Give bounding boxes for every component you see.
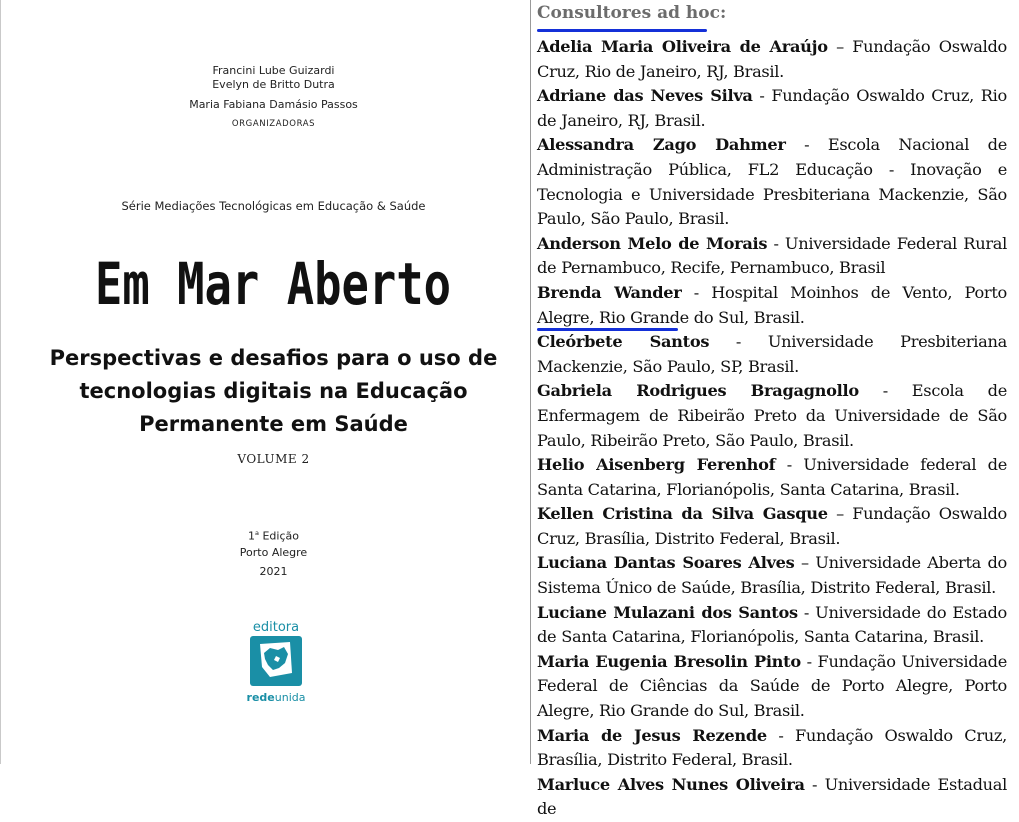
consultant-affiliation: - Fundação Oswaldo Cruz, Brasília, Distrito Federal, Brasil. bbox=[537, 725, 1007, 770]
consultant-affiliation: – Fundação Oswaldo Cruz, Rio de Janeiro, RJ, Brasil. bbox=[537, 37, 1008, 81]
consultant-entry bbox=[537, 379, 1007, 453]
entry-annotation-underline bbox=[537, 328, 678, 331]
consultant-affiliation: – Universidade Aberta do Sistema Único de Saúde, Brasília, Distrito Federal, Brasil. bbox=[537, 553, 1007, 598]
consultant-affiliation: - Escola Nacional de Administração Pública, FL2 Educação - Inovação e Tecnologia e Universidade Presbiteriana Mackenzie, São Paulo, São Paulo, Brasil. bbox=[537, 135, 1007, 229]
consultant-name: Maria de Jesus Rezende bbox=[537, 725, 767, 745]
heading-annotation-underline bbox=[537, 29, 707, 32]
consultant-name: Alessandra Zago Dahmer bbox=[537, 135, 786, 155]
consultant-name: Luciane Mulazani dos Santos bbox=[537, 602, 798, 622]
svg-text:editora: editora bbox=[252, 620, 300, 635]
publication-city: Porto Alegre bbox=[239, 546, 308, 559]
volume-label: VOLUME 2 bbox=[237, 452, 310, 466]
consultant-affiliation: - Universidade Estadual de bbox=[537, 774, 1007, 819]
edition-word: Edição bbox=[262, 529, 299, 543]
consultants-heading: Consultores ad hoc: bbox=[537, 3, 727, 23]
organizer-name: Evelyn de Britto Dutra bbox=[212, 78, 335, 91]
consultant-name: Helio Aisenberg Ferenhof bbox=[537, 455, 776, 475]
consultant-entry bbox=[537, 502, 1007, 551]
consultant-entry bbox=[537, 35, 1007, 84]
consultant-name: Marluce Alves Nunes Oliveira bbox=[537, 774, 805, 794]
main-title-text: Em Mar Aberto bbox=[95, 250, 451, 318]
consultant-name: Luciana Dantas Soares Alves bbox=[537, 553, 795, 573]
subtitle: Perspectivas e desafios para o uso de tecnologias digitais na Educação Permanente em Saúde bbox=[49, 346, 498, 436]
consultant-name: Brenda Wander bbox=[537, 282, 682, 302]
consultant-list bbox=[537, 35, 1007, 822]
consultant-entry bbox=[537, 84, 1007, 133]
consultant-affiliation: - Universidade federal de Santa Catarina, Florianópolis, Santa Catarina, Brasil. bbox=[537, 455, 1007, 499]
organizers-label: ORGANIZADORAS bbox=[231, 119, 316, 129]
page-divider bbox=[530, 0, 531, 764]
consultant-affiliation: - Universidade Federal Rural de Pernambuco, Recife, Pernambuco, Brasil bbox=[537, 233, 1007, 278]
publication-year: 2021 bbox=[259, 565, 288, 578]
consultant-entry bbox=[537, 724, 1007, 773]
consultant-entry bbox=[537, 551, 1007, 600]
consultant-entry bbox=[537, 650, 1007, 724]
consultant-entry bbox=[537, 330, 1007, 379]
organizer-name: Francini Lube Guizardi bbox=[212, 64, 335, 77]
consultant-affiliation: - Escola de Enfermagem de Ribeirão Preto da Universidade de São Paulo, Ribeirão Preto, São Paulo, Brasil. bbox=[537, 381, 1007, 450]
main-title bbox=[0, 226, 547, 326]
consultant-name: Gabriela Rodrigues Bragagnollo bbox=[537, 381, 859, 401]
consultant-name: Kellen Cristina da Silva Gasque bbox=[537, 504, 828, 524]
series-label: Série Mediações Tecnológicas em Educação & Saúde bbox=[121, 199, 426, 213]
consultant-entry bbox=[537, 281, 1007, 330]
organizer-name: Maria Fabiana Damásio Passos bbox=[189, 98, 358, 111]
consultant-name: Adelia Maria Oliveira de Araújo bbox=[537, 37, 828, 56]
consultant-name: Adriane das Neves Silva bbox=[537, 86, 753, 106]
page-edge bbox=[0, 0, 1, 764]
publisher-logo bbox=[246, 617, 306, 705]
consultant-name: Anderson Melo de Morais bbox=[537, 233, 768, 253]
consultant-affiliation: - Fundação Oswaldo Cruz, Rio de Janeiro, RJ, Brasil. bbox=[537, 86, 1007, 130]
consultant-entry bbox=[537, 232, 1007, 281]
consultant-entry bbox=[537, 773, 1007, 822]
consultant-affiliation: – Fundação Oswaldo Cruz, Brasília, Distrito Federal, Brasil. bbox=[537, 504, 1007, 548]
consultant-affiliation: - Fundação Universidade Federal de Ciências da Saúde de Porto Alegre, Porto Alegre, Rio Grande do Sul, Brasil. bbox=[537, 651, 1007, 721]
publisher-logo-graphic bbox=[246, 617, 306, 705]
consultant-name: Cleórbete Santos bbox=[537, 332, 710, 352]
consultant-affiliation: - Universidade do Estado de Santa Catarina, Florianópolis, Santa Catarina, Brasil. bbox=[537, 602, 1007, 647]
consultant-affiliation: - Universidade Presbiteriana Mackenzie, São Paulo, SP, Brasil. bbox=[537, 332, 1007, 376]
consultant-affiliation: - Hospital Moinhos de Vento, Porto Alegre, Rio Grande do Sul, Brasil. bbox=[537, 282, 1007, 327]
edition-suffix: a bbox=[255, 529, 259, 537]
svg-text:redeunida: redeunida bbox=[246, 691, 306, 704]
left-page bbox=[0, 0, 530, 764]
consultant-entry bbox=[537, 453, 1007, 502]
consultant-entry bbox=[537, 601, 1007, 650]
consultant-name: Maria Eugenia Bresolin Pinto bbox=[537, 651, 801, 671]
edition-number: 1 bbox=[248, 529, 255, 543]
consultant-entry bbox=[537, 133, 1007, 231]
right-page bbox=[537, 0, 1008, 819]
